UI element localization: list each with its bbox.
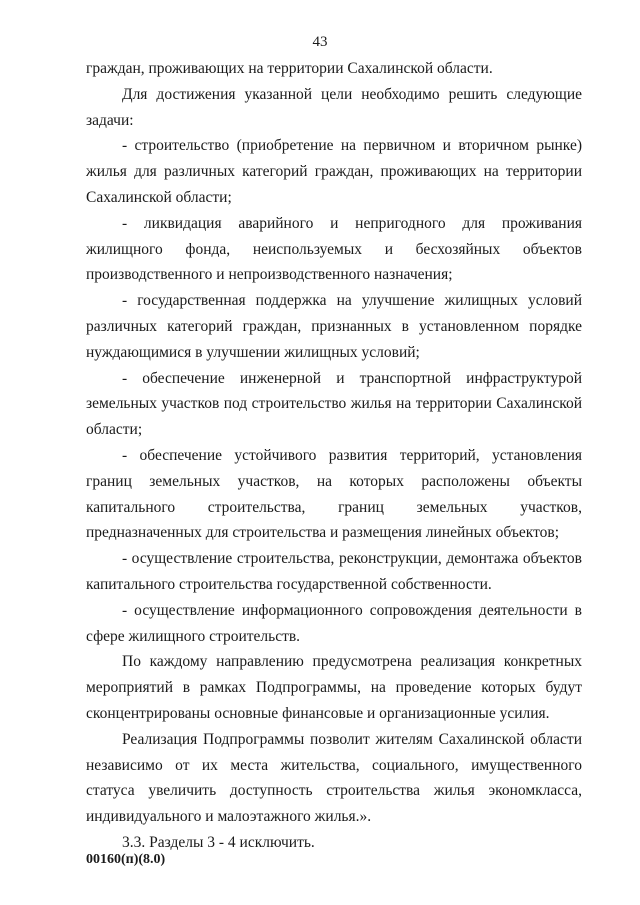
- paragraph-outcome: Реализация Подпрограммы позволит жителям Сахалинской области независимо от их места жительства, социального, имущественного статуса увеличить доступность строительства жилья экономкласса, индивидуального и малоэтажного жилья.».: [86, 730, 582, 826]
- paragraph-clause-3-3: 3.3. Разделы 3 - 4 исключить.: [122, 833, 315, 851]
- document-code: 00160(п)(8.0): [86, 852, 166, 867]
- page-number: 43: [312, 34, 328, 50]
- paragraph-task-information: - осуществление информационного сопровождения деятельности в сфере жилищного строительств.: [86, 601, 582, 645]
- paragraph-task-territory: - обеспечение устойчивого развития территорий, установления границ земельных участков, на которых расположены объекты капитального строительства, границ земельных участков, предназначенных для строительства и размещения линейных объектов;: [86, 446, 582, 542]
- document-body: [86, 56, 582, 856]
- paragraph-measures: По каждому направлению предусмотрена реализация конкретных мероприятий в рамках Подпрограммы, на проведение которых будут сконцентрированы основные финансовые и организационные усилия.: [86, 653, 582, 722]
- paragraph-tasks-intro: Для достижения указанной цели необходимо решить следующие задачи:: [86, 85, 582, 129]
- paragraph-task-reconstruction: - осуществление строительства, реконструкции, демонтажа объектов капитального строительства государственной собственности.: [86, 550, 582, 593]
- paragraph-continuation: граждан, проживающих на территории Сахалинской области.: [86, 60, 493, 77]
- paragraph-task-construction: - строительство (приобретение на первичном и вторичном рынке) жилья для различных категорий граждан, проживающих на территории Сахалинской области;: [86, 137, 582, 206]
- paragraph-task-state-support: - государственная поддержка на улучшение жилищных условий различных категорий граждан, признанных в установленном порядке нуждающимися в улучшении жилищных условий;: [86, 292, 582, 361]
- paragraph-task-liquidation: - ликвидация аварийного и непригодного для проживания жилищного фонда, неиспользуемых и бесхозяйных объектов производственного и непроизводственного назначения;: [86, 214, 582, 284]
- paragraph-task-infrastructure: - обеспечение инженерной и транспортной инфраструктурой земельных участков под строительство жилья на территории Сахалинской области;: [86, 369, 582, 439]
